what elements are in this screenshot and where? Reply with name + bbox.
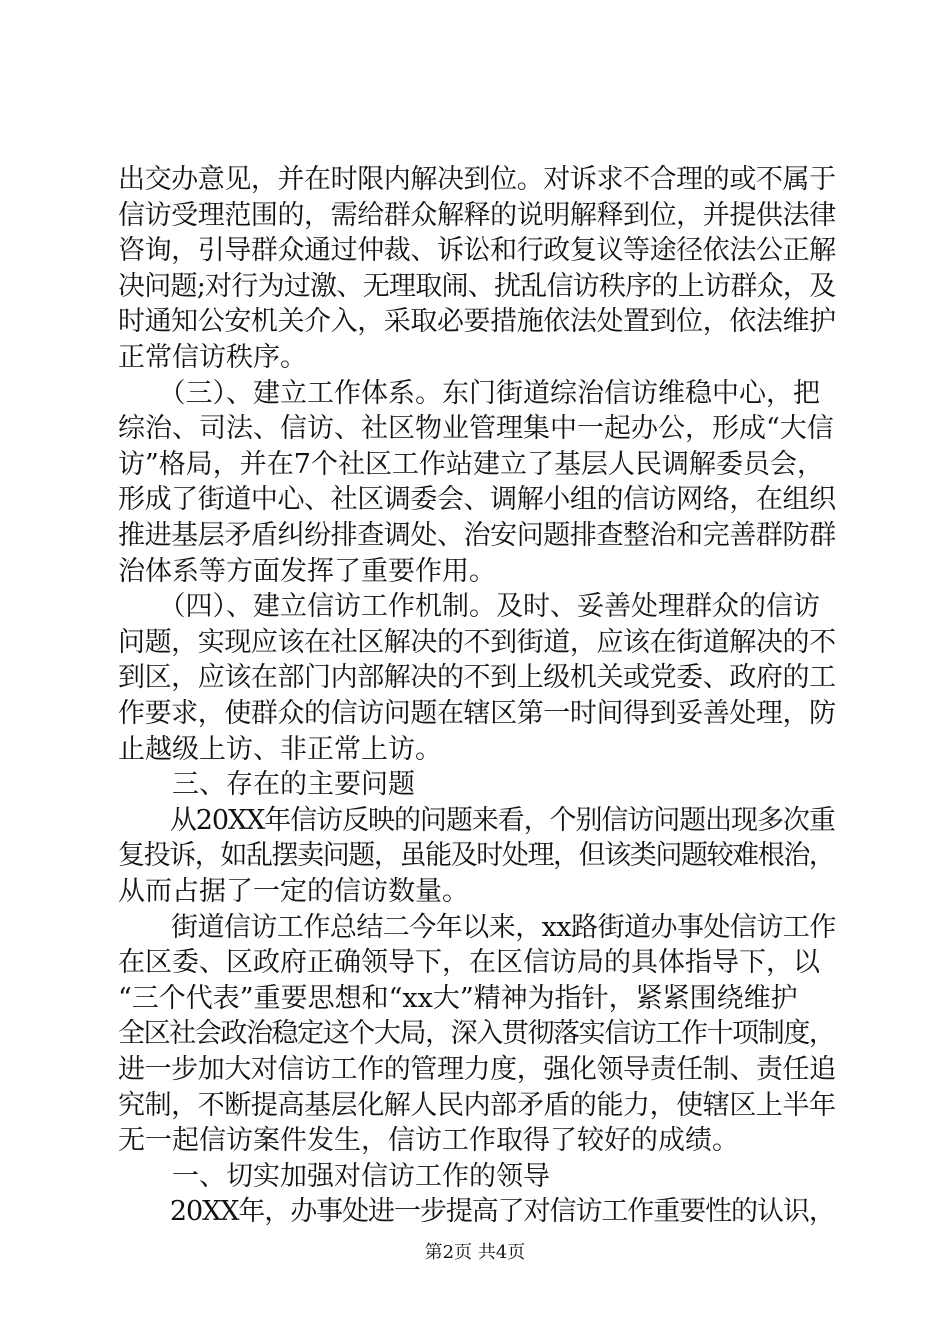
page-footer: 第2页 共4页 xyxy=(424,1242,526,1263)
text-line: 形成了街道中心、社区调委会、调解小组的信访网络，在组织 xyxy=(118,484,836,516)
text-line: 三、存在的主要问题 xyxy=(118,769,415,801)
text-line: （三）、建立工作体系。东门街道综治信访维稳中心，把 xyxy=(118,377,820,409)
text-line: 推进基层矛盾纠纷排查调处、治安问题排查整治和完善群防群 xyxy=(118,520,836,551)
text-line: 无一起信访案件发生，信访工作取得了较好的成绩。 xyxy=(118,1125,739,1157)
text-line: 正常信访秩序。 xyxy=(118,342,307,373)
text-line: 时通知公安机关介入，采取必要措施依法处置到位，依法维护 xyxy=(118,306,836,338)
text-line: 在区委、区政府正确领导下，在区信访局的具体指导下，以 xyxy=(118,947,820,979)
text-line: 复投诉，如乱摆卖问题，虽能及时处理，但该类问题较难根治， xyxy=(118,840,835,872)
text-line: 信访受理范围的，需给群众解释的说明解释到位，并提供法律 xyxy=(118,199,836,231)
text-line: 决问题;对行为过激、无理取闹、扰乱信访秩序的上访群众，及 xyxy=(118,270,836,302)
text-line: 咨询，引导群众通过仲裁、诉讼和行政复议等途径依法公正解 xyxy=(118,235,836,267)
text-line: 从20XX年信访反映的问题来看，个别信访问题出现多次重 xyxy=(118,804,835,836)
text-line: 综治、司法、信访、社区物业管理集中一起办公，形成“大信 xyxy=(118,413,834,445)
text-line: 问题，实现应该在社区解决的不到街道，应该在街道解决的不 xyxy=(118,626,836,658)
text-line: 全区社会政治稳定这个大局，深入贯彻落实信访工作十项制度， xyxy=(118,1018,835,1050)
text-line: 究制，不断提高基层化解人民内部矛盾的能力，使辖区上半年 xyxy=(118,1089,836,1121)
text-line: 治体系等方面发挥了重要作用。 xyxy=(118,555,496,587)
text-line: 止越级上访、非正常上访。 xyxy=(118,733,442,765)
text-line: 从而占据了一定的信访数量。 xyxy=(118,876,469,907)
text-line: （四）、建立信访工作机制。及时、妥善处理群众的信访 xyxy=(118,591,820,623)
text-line: 到区，应该在部门内部解决的不到上级机关或党委、政府的工 xyxy=(118,662,836,694)
text-line: 街道信访工作总结二今年以来，xx路街道办事处信访工作 xyxy=(118,911,836,943)
text-line: 出交办意见，并在时限内解决到位。对诉求不合理的或不属于 xyxy=(118,164,836,195)
text-line: 作要求，使群众的信访问题在辖区第一时间得到妥善处理，防 xyxy=(118,698,836,729)
text-line: 一、切实加强对信访工作的领导 xyxy=(118,1160,550,1192)
text-line: 20XX年，办事处进一步提高了对信访工作重要性的认识， xyxy=(118,1196,835,1228)
text-line: “三个代表”重要思想和“xx大”精神为指针，紧紧围绕维护 xyxy=(118,982,798,1014)
text-line: 访”格局，并在7个社区工作站建立了基层人民调解委员会， xyxy=(118,448,824,480)
text-line: 进一步加大对信访工作的管理力度，强化领导责任制、责任追 xyxy=(118,1054,836,1085)
